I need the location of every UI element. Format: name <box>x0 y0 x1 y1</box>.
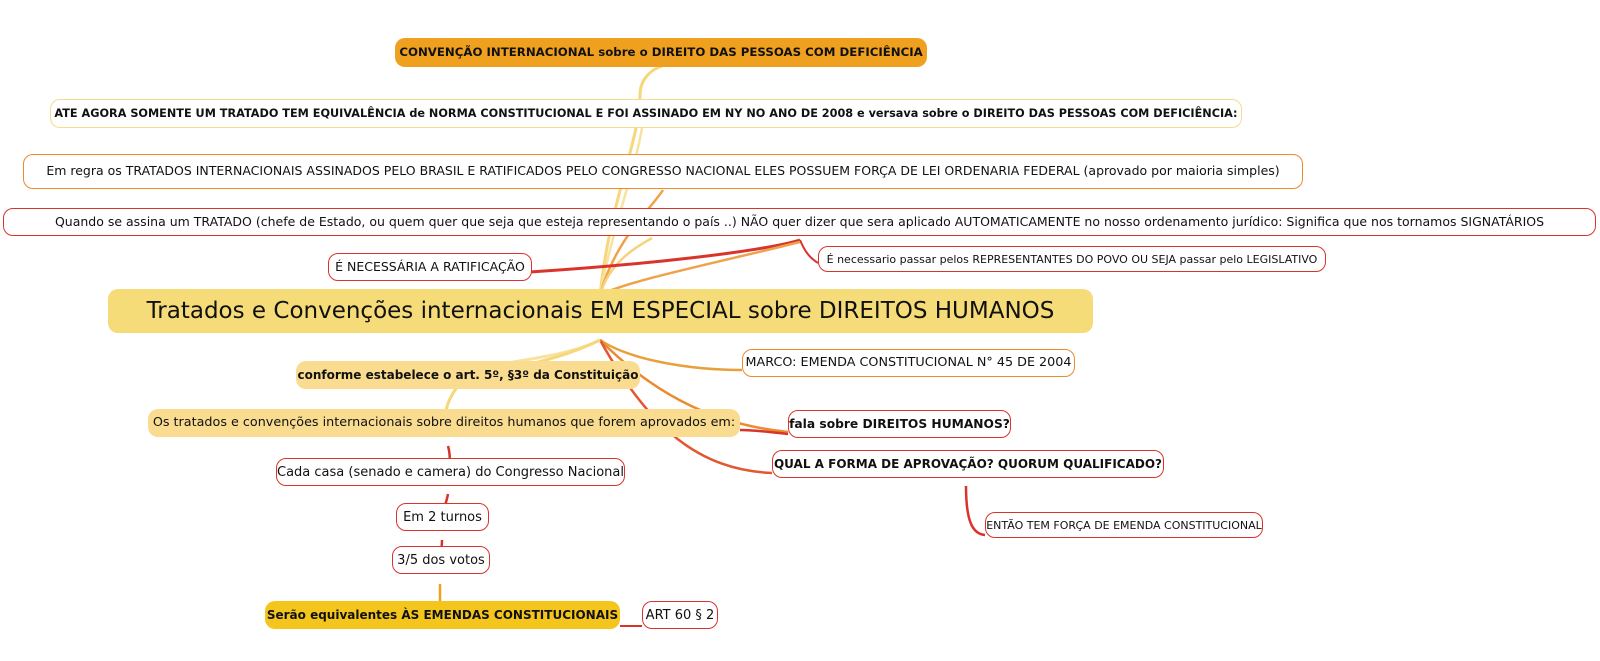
node-entao-tem[interactable]: ENTÃO TEM FORÇA DE EMENDA CONSTITUCIONAL <box>985 512 1263 538</box>
node-representantes[interactable]: É necessario passar pelos REPRESENTANTES DO POVO OU SEJA passar pelo LEGISLATIVO <box>818 246 1326 272</box>
node-ratificacao[interactable]: É NECESSÁRIA A RATIFICAÇÃO <box>328 253 532 281</box>
node-serao[interactable]: Serão equivalentes ÀS EMENDAS CONSTITUCIONAIS <box>265 601 620 629</box>
connector-quando-ratificacao <box>530 240 800 272</box>
node-conforme[interactable]: conforme estabelece o art. 5º, §3º da Constituição <box>296 361 640 389</box>
node-convencao[interactable]: CONVENÇÃO INTERNACIONAL sobre o DIREITO DAS PESSOAS COM DEFICIÊNCIA <box>395 38 927 67</box>
node-ate-agora[interactable]: ATE AGORA SOMENTE UM TRATADO TEM EQUIVALÊNCIA de NORMA CONSTITUCIONAL E FOI ASSINADO EM NY NO ANO DE 2008 e versava sobre o DIREITO DAS PESSOAS COM DEFICIÊNCIA: <box>50 99 1242 128</box>
central-topic[interactable]: Tratados e Convenções internacionais EM ESPECIAL sobre DIREITOS HUMANOS <box>108 289 1093 333</box>
connector-central-quando-orange <box>600 242 800 295</box>
node-fala-sobre[interactable]: fala sobre DIREITOS HUMANOS? <box>788 410 1011 438</box>
node-art60[interactable]: ART 60 § 2 <box>642 601 718 629</box>
node-em-regra[interactable]: Em regra os TRATADOS INTERNACIONAIS ASSINADOS PELO BRASIL E RATIFICADOS PELO CONGRESSO NACIONAL ELES POSSUEM FORÇA DE LEI ORDENARIA FEDERAL (aprovado por maioria simples) <box>23 154 1303 189</box>
connector-qual-entao <box>966 486 985 535</box>
node-qual-forma[interactable]: QUAL A FORMA DE APROVAÇÃO? QUORUM QUALIFICADO? <box>772 450 1164 478</box>
node-dois-turnos[interactable]: Em 2 turnos <box>396 503 489 531</box>
node-marco[interactable]: MARCO: EMENDA CONSTITUCIONAL N° 45 DE 2004 <box>742 349 1075 377</box>
node-os-tratados[interactable]: Os tratados e convenções internacionais sobre direitos humanos que forem aprovados em: <box>148 409 740 437</box>
connector-central-em-regra <box>600 190 663 295</box>
node-tres-quintos[interactable]: 3/5 dos votos <box>392 546 490 574</box>
node-quando-assina[interactable]: Quando se assina um TRATADO (chefe de Estado, ou quem quer que seja que esteja representando o país ..) NÃO quer dizer que sera aplicado AUTOMATICAMENTE no nosso ordenamento jurídico: Significa que nos tornamos SIGNATÁRIOS <box>3 208 1596 236</box>
connector-quando-representantes <box>800 240 818 263</box>
node-cada-casa[interactable]: Cada casa (senado e camera) do Congresso Nacional <box>276 458 625 486</box>
